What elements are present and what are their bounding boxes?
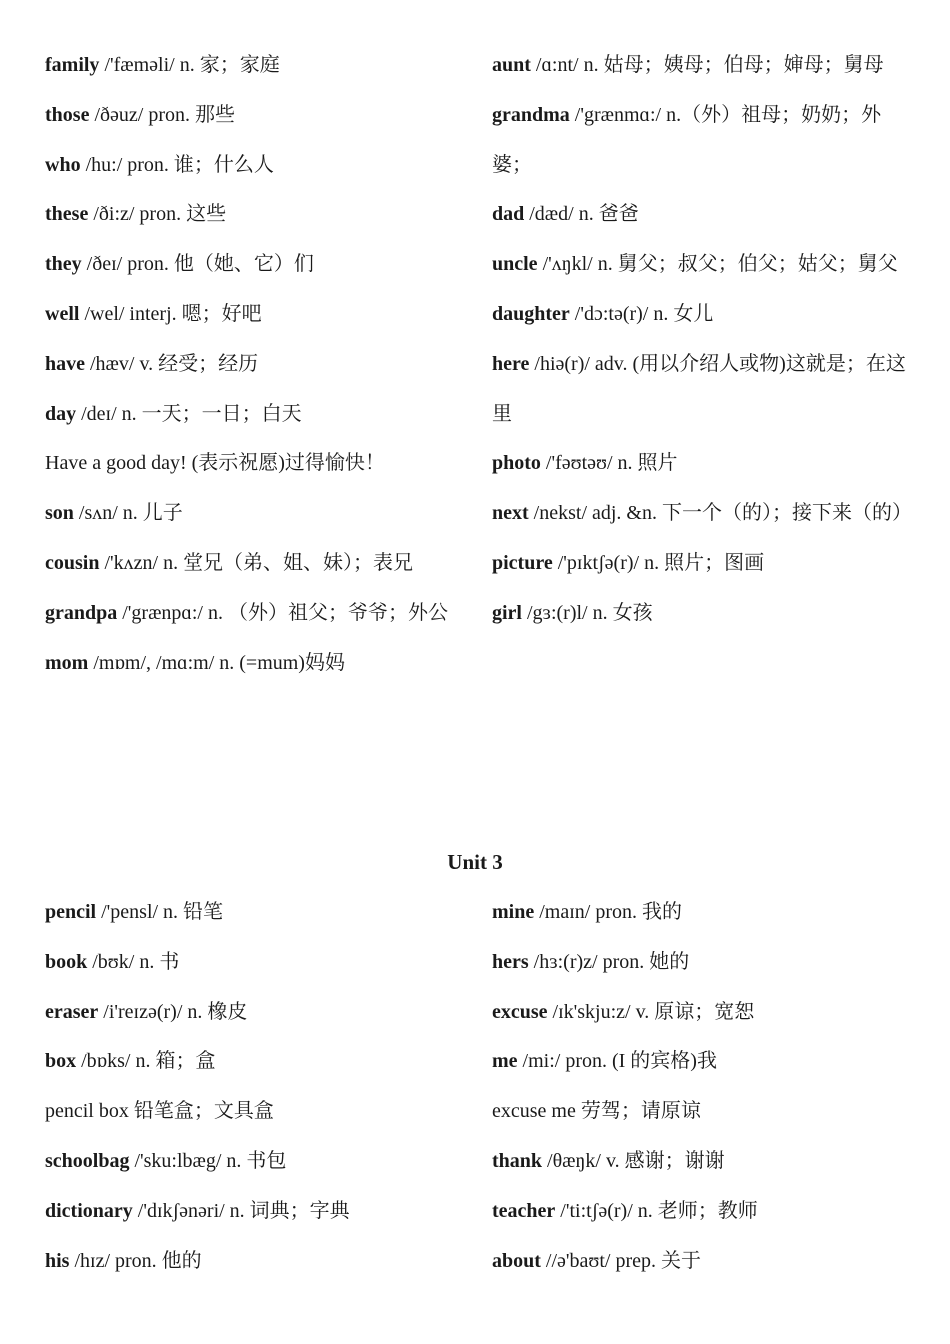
vocab-definition: /hɪz/ pron. 他的 — [69, 1249, 202, 1272]
vocab-definition: /nekst/ adj. &n. 下一个（的）；接下来（的） — [528, 502, 912, 525]
unit-heading: Unit 3 — [447, 850, 503, 874]
vocab-entry — [492, 1137, 912, 1187]
vocab-definition: /'dɪkʃənəri/ n. 词典；字典 — [132, 1199, 350, 1222]
vocab-definition: Have a good day! (表示祝愿)过得愉快！ — [45, 452, 385, 475]
vocab-definition: /bɒks/ n. 箱；盒 — [76, 1050, 216, 1073]
vocab-word: me — [492, 1050, 518, 1073]
vocab-word: family — [45, 54, 100, 76]
vocab-definition: /ði:z/ pron. 这些 — [88, 203, 227, 226]
vocab-word: these — [45, 203, 89, 226]
vocab-entry — [45, 1087, 470, 1137]
vocab-entry — [45, 489, 470, 539]
vocab-word: pencil — [45, 901, 97, 923]
vocab-word: grandma — [492, 103, 570, 126]
vocab-entry — [45, 1187, 470, 1237]
vocab-word: eraser — [45, 1000, 99, 1023]
vocab-definition: /maɪn/ pron. 我的 — [534, 901, 682, 923]
vocab-word: box — [45, 1050, 77, 1073]
vocab-word: his — [45, 1249, 70, 1272]
vocab-word: day — [45, 402, 77, 425]
vocab-word: picture — [492, 551, 553, 574]
vocab-definition: /'ti:tʃə(r)/ n. 老师；教师 — [555, 1199, 758, 1222]
vocab-entry — [492, 888, 912, 938]
vocab-definition: pencil box 铅笔盒；文具盒 — [45, 1100, 274, 1123]
vocab-definition: /hu:/ pron. 谁；什么人 — [80, 153, 274, 176]
vocab-definition: /bʊk/ n. 书 — [87, 950, 180, 973]
vocab-word: mom — [45, 651, 89, 674]
vocab-definition: /ɪk'skju:z/ v. 原谅；宽恕 — [547, 1000, 755, 1023]
vocab-definition: /'sku:lbæg/ n. 书包 — [129, 1149, 287, 1172]
vocab-word: about — [492, 1249, 541, 1272]
vocab-definition: /'dɔ:tə(r)/ n. 女儿 — [569, 302, 714, 325]
vocab-word: well — [45, 302, 80, 325]
vocab-definition: /'pensl/ n. 铅笔 — [96, 901, 224, 923]
vocab-entry — [45, 1037, 470, 1087]
vocab-entry — [45, 390, 470, 440]
vocab-entry — [45, 639, 470, 689]
vocab-word: thank — [492, 1149, 543, 1172]
vocab-entry — [492, 988, 912, 1038]
vocab-entry — [492, 240, 912, 290]
vocab-entry — [45, 240, 470, 290]
vocab-entry — [45, 439, 470, 489]
vocab-word: here — [492, 352, 530, 375]
vocab-word: teacher — [492, 1199, 556, 1222]
vocab-definition: /sʌn/ n. 儿子 — [73, 502, 183, 525]
vocab-word: grandpa — [45, 601, 118, 624]
vocab-definition: /'pɪktʃə(r)/ n. 照片；图画 — [552, 551, 765, 574]
vocab-word: son — [45, 502, 74, 525]
vocab-word: photo — [492, 452, 541, 475]
vocab-entry — [45, 938, 470, 988]
vocab-word: aunt — [492, 54, 531, 76]
vocab-definition: /hiə(r)/ adv. (用以介绍人或物)这就是；在这里 — [492, 352, 906, 425]
vocab-word: who — [45, 153, 81, 176]
section2-right-column — [492, 888, 912, 1286]
vocab-entry — [492, 938, 912, 988]
vocab-entry — [45, 1137, 470, 1187]
vocab-entry — [492, 1087, 912, 1137]
vocab-definition: excuse me 劳驾；请原谅 — [492, 1100, 701, 1123]
vocab-definition: /wel/ interj. 嗯；好吧 — [79, 302, 262, 325]
vocab-entry — [45, 589, 470, 639]
vocab-definition: /'fəʊtəʊ/ n. 照片 — [540, 452, 678, 475]
vocab-definition: /ðəuz/ pron. 那些 — [89, 103, 235, 126]
vocab-word: those — [45, 103, 90, 126]
vocab-word: uncle — [492, 253, 538, 276]
section1-right-column — [492, 41, 912, 639]
vocab-word: daughter — [492, 302, 570, 325]
vocab-entry — [492, 190, 912, 240]
section2-left-column — [45, 888, 470, 1286]
vocab-word: mine — [492, 901, 535, 923]
vocab-definition: /'ʌŋkl/ n. 舅父；叔父；伯父；姑父；舅父 — [537, 253, 898, 276]
vocab-entry — [492, 1237, 912, 1287]
vocab-word: they — [45, 253, 82, 276]
vocab-word: book — [45, 950, 88, 973]
vocab-entry — [492, 439, 912, 489]
vocab-entry — [492, 340, 912, 440]
vocab-entry — [45, 1237, 470, 1287]
vocab-entry — [45, 190, 470, 240]
vocab-entry — [492, 489, 912, 539]
vocab-word: cousin — [45, 551, 100, 574]
vocab-entry — [492, 91, 912, 191]
vocab-definition: //ə'baʊt/ prep. 关于 — [540, 1249, 702, 1272]
vocab-definition: /dæd/ n. 爸爸 — [524, 203, 639, 226]
vocab-entry — [45, 91, 470, 141]
vocab-definition: /θæŋk/ v. 感谢；谢谢 — [542, 1149, 725, 1172]
vocab-entry — [492, 539, 912, 589]
vocab-entry — [492, 290, 912, 340]
vocab-definition: /gɜ:(r)l/ n. 女孩 — [522, 601, 653, 624]
vocab-definition: /ɑ:nt/ n. 姑母；姨母；伯母；婶母；舅母 — [530, 54, 884, 76]
vocab-definition: /'kʌzn/ n. 堂兄（弟、姐、妹）；表兄 — [99, 551, 414, 574]
vocab-entry — [45, 141, 470, 191]
vocab-word: hers — [492, 950, 529, 973]
vocab-definition: /'fæməli/ n. 家；家庭 — [99, 54, 280, 76]
vocab-definition: /deɪ/ n. 一天；一日；白天 — [76, 402, 302, 425]
vocab-definition: /'grænmɑ:/ n.（外）祖母；奶奶；外婆； — [492, 103, 882, 176]
vocab-word: dad — [492, 203, 525, 226]
vocab-definition: /ðeɪ/ pron. 他（她、它）们 — [81, 253, 314, 276]
vocab-word: excuse — [492, 1000, 548, 1023]
vocab-entry — [45, 539, 470, 589]
vocab-entry — [45, 41, 470, 91]
vocab-definition: /i'reɪzə(r)/ n. 橡皮 — [98, 1000, 248, 1023]
vocab-entry — [492, 1187, 912, 1237]
vocab-word: schoolbag — [45, 1149, 130, 1172]
vocab-definition: /hɜ:(r)z/ pron. 她的 — [528, 950, 690, 973]
vocab-entry — [45, 988, 470, 1038]
vocab-entry — [45, 888, 470, 938]
vocab-word: girl — [492, 601, 522, 624]
vocab-definition: /'grænpɑ:/ n. （外）祖父；爷爷；外公 — [117, 601, 448, 624]
vocab-entry — [492, 41, 912, 91]
vocab-word: next — [492, 502, 529, 525]
vocab-definition: /mi:/ pron. (I 的宾格)我 — [517, 1050, 717, 1073]
vocab-entry — [45, 290, 470, 340]
vocab-word: have — [45, 352, 85, 375]
vocab-definition: /hæv/ v. 经受；经历 — [85, 352, 259, 375]
vocab-entry — [492, 1037, 912, 1087]
section1-left-column — [45, 41, 470, 688]
vocab-entry — [492, 589, 912, 639]
vocab-word: dictionary — [45, 1199, 133, 1222]
vocab-entry — [45, 340, 470, 390]
vocab-definition: /mɒm/, /mɑ:m/ n. (=mum)妈妈 — [88, 651, 345, 674]
